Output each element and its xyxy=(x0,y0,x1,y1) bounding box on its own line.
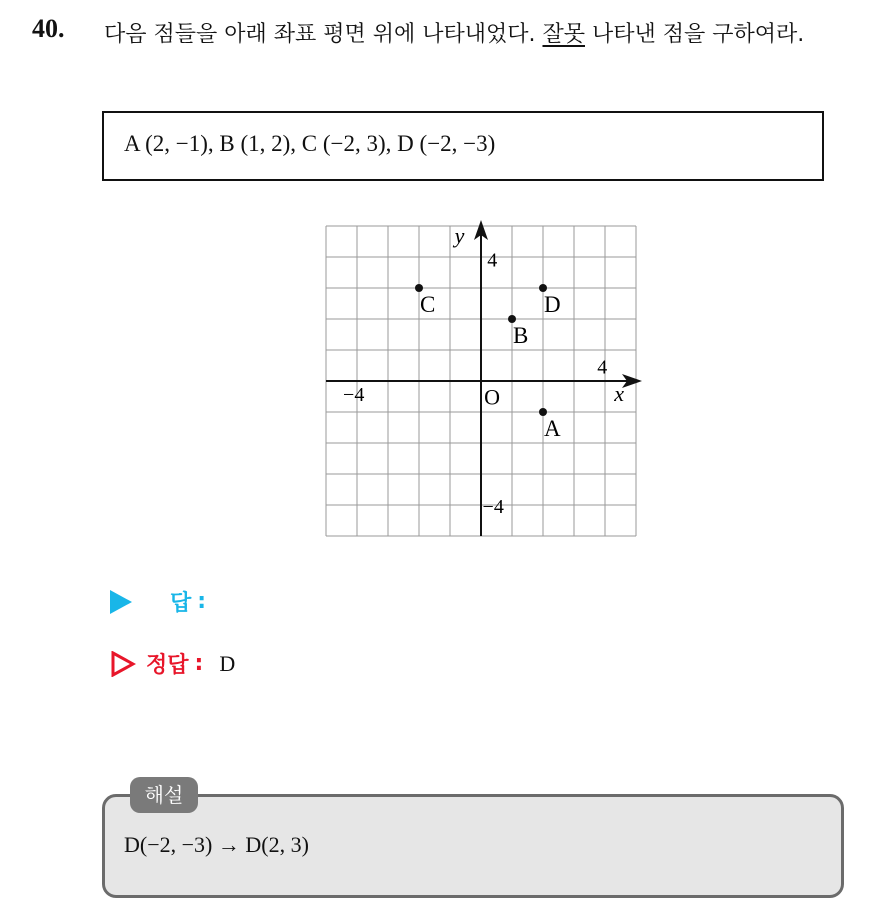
point-c-label: C xyxy=(420,292,436,317)
answer-label: 답 xyxy=(170,591,192,616)
x-tick-label-neg: −4 xyxy=(343,384,365,407)
question-number: 40. xyxy=(32,14,65,43)
y-tick-label-pos: 4 xyxy=(487,249,498,272)
y-axis-label: y xyxy=(454,223,465,249)
question-text-before: 다음 점들을 아래 좌표 평면 위에 나타내었다. xyxy=(104,22,543,47)
point-b-dot xyxy=(508,315,516,323)
question-text xyxy=(104,16,864,54)
point-a-label: A xyxy=(544,416,561,441)
correct-answer-value: D xyxy=(219,650,236,676)
correct-answer-label: 정답 xyxy=(146,653,189,678)
y-tick-label-neg: −4 xyxy=(482,495,504,518)
question-text-after: 나타낸 점을 구하여라. xyxy=(585,22,805,47)
coordinate-plane-svg xyxy=(318,218,642,540)
coordinate-plane xyxy=(318,218,642,544)
origin-label: O xyxy=(484,384,500,410)
plotted-points xyxy=(415,284,561,441)
correct-answer-row xyxy=(110,648,235,679)
point-b-label: B xyxy=(513,323,529,348)
explanation-text: D(−2, −3) → D(2, 3) xyxy=(124,832,309,857)
given-points-box xyxy=(102,111,824,181)
outline-arrow-icon xyxy=(110,651,136,677)
answer-colon: : xyxy=(197,589,207,614)
axes xyxy=(326,220,642,536)
point-d-dot xyxy=(539,284,547,292)
question-text-underlined: 잘못 xyxy=(542,22,585,47)
explanation-tab: 해설 xyxy=(130,777,198,813)
point-c-dot xyxy=(415,284,423,292)
point-d-label: D xyxy=(544,292,561,317)
point-a-dot xyxy=(539,408,547,416)
play-arrow-icon xyxy=(110,590,132,614)
answer-row xyxy=(110,586,206,617)
correct-answer-colon: : xyxy=(194,651,204,676)
x-tick-label-pos: 4 xyxy=(597,356,608,379)
given-points-text: A (2, −1), B (1, 2), C (−2, 3), D (−2, −3) xyxy=(124,131,496,156)
x-axis-label: x xyxy=(614,381,625,407)
